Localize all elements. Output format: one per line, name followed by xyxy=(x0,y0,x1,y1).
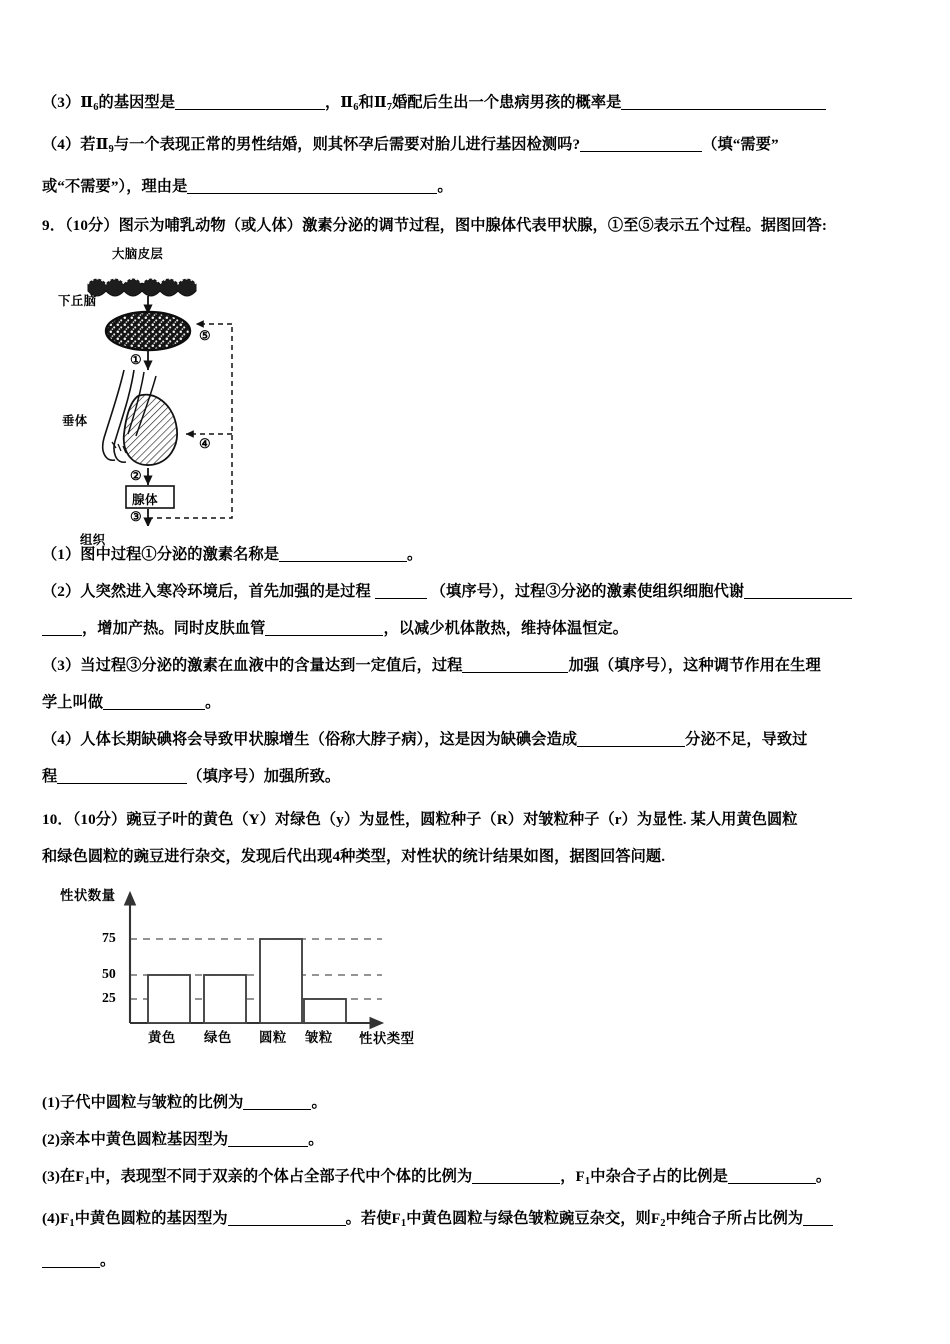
q9-item3-blank-2[interactable] xyxy=(103,695,205,710)
q10-item4-text-d: 中黄色圆粒与绿色皱粒豌豆杂交，则F xyxy=(406,1210,661,1227)
q10-item3-sub-a: 1 xyxy=(84,1176,91,1187)
q8-item3-text-e: 和Ⅱ xyxy=(358,94,387,111)
q10-item4-sub-a: 1 xyxy=(69,1218,75,1229)
q9-item2-blank-2[interactable] xyxy=(744,584,852,599)
hypothalamus-shape xyxy=(106,312,190,350)
q10-item3-text-a: 在F xyxy=(60,1168,85,1185)
q9-item-2-line-2 xyxy=(42,610,920,647)
q8-item3-prefix: （3） xyxy=(42,94,81,111)
q9-item3-line2-a: 学上叫做 xyxy=(42,694,104,711)
q10-item3-text-c: ， xyxy=(560,1168,576,1185)
q9-item2-blank-3[interactable] xyxy=(265,621,383,636)
q9-stem-text: 图示为哺乳动物（或人体）激素分泌的调节过程，图中腺体代表甲状腺，①至⑤表示五个过程。据图回答: xyxy=(118,217,828,234)
q8-item3-text-c: ， xyxy=(324,94,341,111)
q9-item1-text-a: 图中过程①分泌的激素名称是 xyxy=(80,546,280,563)
label-hypothalamus: 下丘脑 xyxy=(58,294,97,308)
chart-category-yuanli: 圆粒 xyxy=(259,1030,287,1045)
q9-item4-text-b: 分泌不足，导致过 xyxy=(685,731,808,748)
q9-item3-line2-b: 。 xyxy=(205,694,221,711)
q9-item1-text-b: 。 xyxy=(407,546,423,563)
process-3-marker: ③ xyxy=(130,509,142,524)
q10-item-4-line-2 xyxy=(42,1242,920,1279)
q10-item3-blank-2[interactable] xyxy=(728,1169,816,1184)
q9-number: 9． xyxy=(42,217,65,234)
q10-item4-text-e: 中纯合子所占比例为 xyxy=(665,1210,804,1227)
q8-item3-roman-b: Ⅱ xyxy=(340,93,354,111)
q10-item-1 xyxy=(42,1084,920,1121)
process-1-marker: ① xyxy=(130,352,142,367)
q10-stem-line-1 xyxy=(42,801,920,838)
q9-figure xyxy=(58,246,310,547)
q10-item3-sub-b: 1 xyxy=(584,1176,591,1187)
q10-item4-blank-2[interactable] xyxy=(803,1211,833,1226)
q10-item1-text-b: 。 xyxy=(311,1094,327,1111)
hormone-regulation-svg xyxy=(60,246,310,526)
q10-score: （10分） xyxy=(72,811,127,828)
label-cerebral-cortex: 大脑皮层 xyxy=(112,247,164,261)
q8-item4-prefix: （4） xyxy=(42,136,81,153)
q9-item4-text-a: 人体长期缺碘将会导致甲状腺增生（俗称大脖子病），这是因为缺碘会造成 xyxy=(80,731,578,748)
chart-category-huangse: 黄色 xyxy=(148,1030,176,1045)
q10-item1-blank-1[interactable] xyxy=(243,1095,311,1110)
q9-item-4-line-1 xyxy=(42,721,920,758)
q10-bar-chart xyxy=(52,887,472,1062)
q8-item3-roman-a: Ⅱ xyxy=(80,93,94,111)
q9-item-4-line-2 xyxy=(42,758,920,795)
q10-item4-prefix: (4) xyxy=(42,1210,61,1227)
q9-item2-text-a: 人突然进入寒冷环境后，首先加强的是过程 xyxy=(80,583,371,600)
q9-item4-prefix: （4） xyxy=(42,731,81,748)
q10-item3-blank-1[interactable] xyxy=(472,1169,560,1184)
process-2-marker: ② xyxy=(130,468,142,483)
q10-item4-sub-c: 2 xyxy=(660,1218,666,1229)
q10-item1-prefix: (1) xyxy=(42,1094,61,1111)
q9-item4-line2-a: 程 xyxy=(42,768,58,785)
bar-zhouli xyxy=(304,999,346,1023)
process-4-marker: ④ xyxy=(199,436,211,451)
bar-yuanli xyxy=(260,939,302,1023)
q9-item2-line2-a: ，增加产热。同时皮肤血管 xyxy=(82,620,266,637)
q9-item1-blank-1[interactable] xyxy=(279,547,407,562)
q10-item-3 xyxy=(42,1158,920,1200)
q9-item3-prefix: （3） xyxy=(42,657,81,674)
q10-item4-line2-a: 。 xyxy=(100,1252,116,1269)
process-5-marker: ⑤ xyxy=(199,328,211,343)
q8-item3-sub-c: 7 xyxy=(386,102,393,113)
q9-item-2-line-1 xyxy=(42,573,920,610)
q9-item-1 xyxy=(42,536,920,573)
q10-stem-line-2 xyxy=(42,838,920,875)
q9-stem xyxy=(42,207,920,244)
q8-item3-blank-1[interactable] xyxy=(175,95,325,110)
q10-item4-text-b: 中黄色圆粒的基因型为 xyxy=(74,1210,228,1227)
q10-item1-text-a: 子代中圆粒与皱粒的比例为 xyxy=(60,1094,244,1111)
q8-item4-blank-1[interactable] xyxy=(580,137,702,152)
chart-y-axis-label: 性状数量 xyxy=(60,888,116,903)
q9-item-3-line-1 xyxy=(42,647,920,684)
q9-item3-blank-1[interactable] xyxy=(462,658,568,673)
q9-item4-line2-b: （填序号）加强所致。 xyxy=(187,768,341,785)
q9-item2-line2-b: ，以减少机体散热，维持体温恒定。 xyxy=(383,620,629,637)
q8-item3-text-b: 的基因型是 xyxy=(98,94,175,111)
label-pituitary: 垂体 xyxy=(62,414,88,428)
q9-item4-blank-1[interactable] xyxy=(577,732,685,747)
q9-item4-blank-2[interactable] xyxy=(57,769,187,784)
q9-item2-prefix: （2） xyxy=(42,583,81,600)
chart-category-lvse: 绿色 xyxy=(204,1030,232,1045)
q10-item2-prefix: (2) xyxy=(42,1131,61,1148)
chart-ytick-75: 75 xyxy=(102,930,116,945)
q10-stem-text-2: 和绿色圆粒的豌豆进行杂交，发现后代出现4种类型，对性状的统计结果如图，据图回答问题. xyxy=(42,848,666,865)
q10-item4-blank-1[interactable] xyxy=(228,1211,346,1226)
q8-item3-sub-b: 6 xyxy=(353,102,359,113)
q8-item4-sub-a: 9 xyxy=(108,144,114,155)
q10-item3-prefix: (3) xyxy=(42,1168,61,1185)
chart-category-zhouli: 皱粒 xyxy=(305,1030,333,1045)
q10-item4-text-a: F xyxy=(60,1210,70,1227)
q10-item2-text-b: 。 xyxy=(308,1131,324,1148)
q10-item2-blank-1[interactable] xyxy=(228,1132,308,1147)
q8-item4-blank-2[interactable] xyxy=(187,179,437,194)
label-tissue: 组织 xyxy=(80,533,106,547)
q10-item4-sub-b: 1 xyxy=(400,1218,407,1229)
q9-item2-text-b: （填序号），过程③分泌的激素使组织细胞代谢 xyxy=(430,583,745,600)
label-gland: 腺体 xyxy=(132,493,158,507)
q9-item1-prefix: （1） xyxy=(42,546,81,563)
q10-item3-text-f: 。 xyxy=(815,1168,832,1185)
q10-item4-blank-2-cont[interactable] xyxy=(42,1253,100,1268)
q10-item-4-line-1 xyxy=(42,1200,920,1242)
q8-item3-sub-a: 6 xyxy=(93,102,99,113)
q8-item-3 xyxy=(42,84,920,126)
q8-item4-line2-b: 。 xyxy=(437,178,453,195)
q9-item3-text-a: 当过程③分泌的激素在血液中的含量达到一定值后，过程 xyxy=(80,657,463,674)
chart-x-axis-label: 性状类型 xyxy=(359,1031,415,1046)
q9-item2-blank-1[interactable] xyxy=(375,584,427,599)
chart-ytick-25: 25 xyxy=(102,990,116,1005)
q10-item4-text-c: 。若使F xyxy=(345,1210,401,1227)
bar-lvse xyxy=(204,975,246,1023)
q9-item-3-line-2 xyxy=(42,684,920,721)
q8-item-4-line-1 xyxy=(42,126,920,168)
q8-item3-text-f: 婚配后生出一个患病男孩的概率是 xyxy=(392,94,622,111)
q8-item3-blank-2[interactable] xyxy=(621,95,826,110)
q8-item-4-line-2 xyxy=(42,168,920,205)
q8-item4-line2-a: 或“不需要”），理由是 xyxy=(42,178,188,195)
q9-item2-blank-2-cont[interactable] xyxy=(42,621,82,636)
q10-item3-text-d: F xyxy=(575,1168,585,1185)
q8-item4-text-a: 若Ⅱ xyxy=(80,136,109,153)
bar-huangse xyxy=(148,975,190,1023)
q10-stem-text-1: 豌豆子叶的黄色（Y）对绿色（y）为显性，圆粒种子（R）对皱粒种子（r）为显性. 某人用黄色圆粒 xyxy=(126,811,798,828)
q9-score: （10分） xyxy=(64,217,119,234)
q8-item4-text-b: 与一个表现正常的男性结婚，则其怀孕后需要对胎儿进行基因检测吗? xyxy=(113,136,581,153)
q8-item4-text-c: （填“需要” xyxy=(702,136,779,153)
cerebral-cortex-shape xyxy=(88,279,196,296)
chart-ytick-50: 50 xyxy=(102,966,116,981)
q10-item2-text-a: 亲本中黄色圆粒基因型为 xyxy=(60,1131,229,1148)
pituitary-shape xyxy=(103,370,177,465)
q10-item3-text-b: 中，表现型不同于双亲的个体占全部子代中个体的比例为 xyxy=(90,1168,473,1185)
q10-item-2 xyxy=(42,1121,920,1158)
q10-item3-text-e: 中杂合子占的比例是 xyxy=(590,1168,728,1185)
q9-item3-text-b: 加强（填序号），这种调节作用在生理 xyxy=(568,657,821,674)
q10-number: 10． xyxy=(42,811,73,828)
